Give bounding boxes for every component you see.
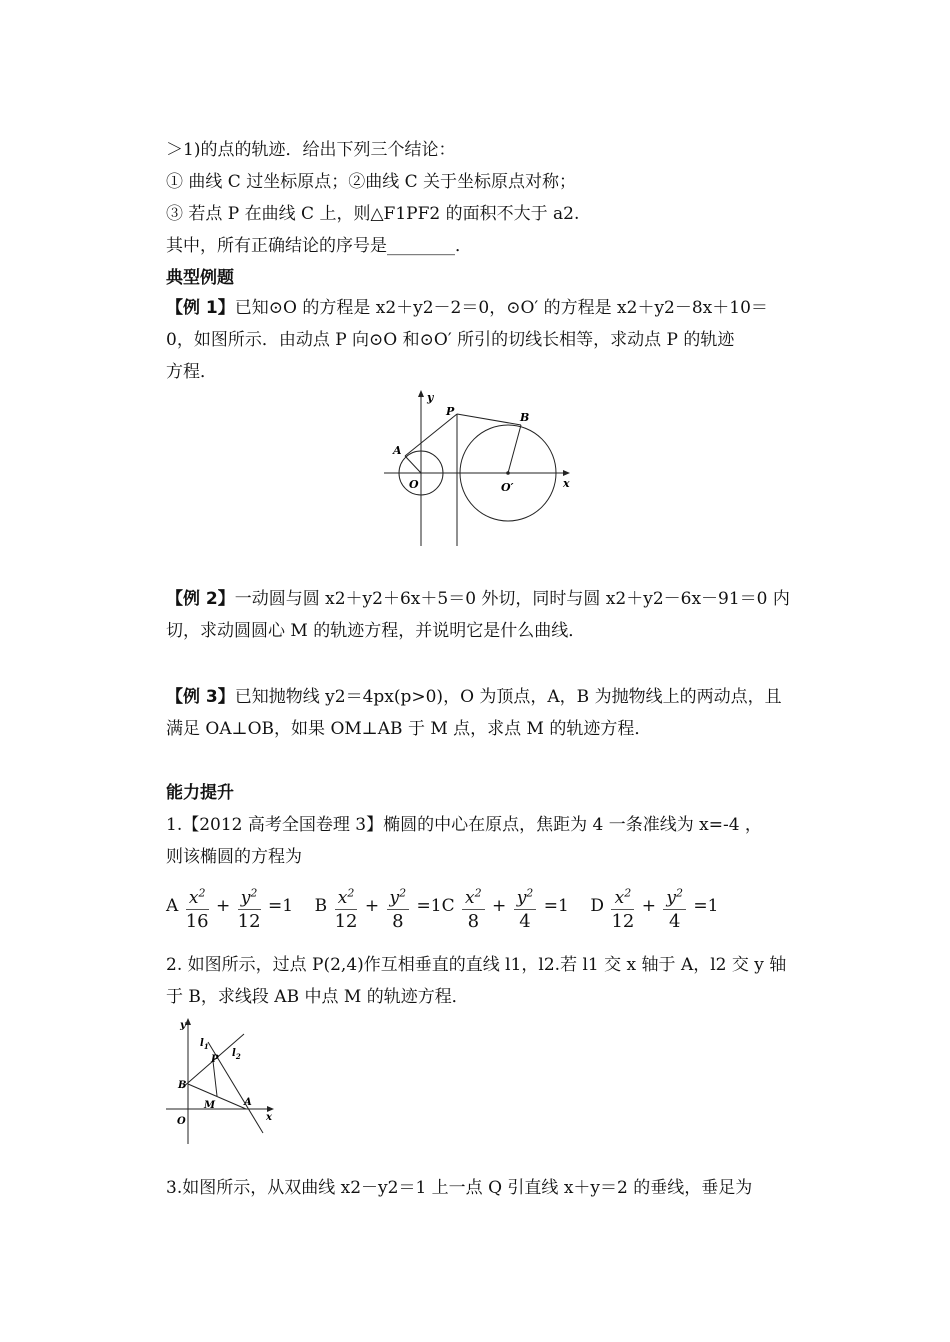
- fig1-label-o-prime: O′: [501, 481, 514, 494]
- fig1-y-arrow: [418, 390, 424, 397]
- section-title-ability: 能力提升: [166, 783, 234, 803]
- example2-line-2: 切，求动圆圆心 M 的轨迹方程，并说明它是什么曲线．: [166, 621, 586, 641]
- fig2-label-x: x: [266, 1112, 272, 1123]
- q1-options: [166, 880, 718, 932]
- intro-line-4: 其中，所有正确结论的序号是________．: [166, 236, 472, 256]
- intro-line-1: ＞1)的点的轨迹．给出下列三个结论：: [166, 140, 456, 160]
- intro-line-2: ① 曲线 C 过坐标原点；②曲线 C 关于坐标原点对称；: [166, 172, 577, 192]
- q3-line-1: 3.如图所示，从双曲线 x2－y2＝1 上一点 Q 引直线 x＋y＝2 的垂线，垂足为: [166, 1178, 753, 1198]
- fig2-label-l2: $l_2$: [232, 1048, 241, 1061]
- fig2-segment-pm: [213, 1061, 217, 1096]
- fig2-label-o: O: [177, 1116, 186, 1127]
- q1-line-2: 则该椭圆的方程为: [166, 847, 302, 867]
- fig1-label-b: B: [520, 411, 530, 424]
- fig2-label-b: B: [178, 1080, 187, 1091]
- example1-line-3: 方程．: [166, 362, 217, 382]
- fig1-label-a: A: [393, 444, 402, 457]
- fig1-label-o: O: [409, 478, 419, 491]
- fig1-label-y: y: [427, 391, 434, 404]
- intro-line-3: ③ 若点 P 在曲线 C 上，则△F1PF2 的面积不大于 a2.: [166, 204, 580, 224]
- example3-line-1: 【例 3】已知抛物线 y2＝4px(p>0)，O 为顶点，A，B 为抛物线上的两动点，且: [166, 687, 782, 707]
- fig2-segment-ab: [188, 1084, 246, 1109]
- q2-figure: [164, 1016, 282, 1148]
- q1-option-a: A $\frac{x^2}{16}$ + $\frac{y^2}{12}$ =1: [166, 886, 294, 932]
- fig1-radius-oa: [405, 456, 421, 473]
- example1-line-1: 【例 1】已知⊙O 的方程是 x2＋y2－2＝0，⊙O′ 的方程是 x2＋y2－8x＋10＝: [166, 298, 768, 318]
- q1-line-1: 1.【2012 高考全国卷理 3】椭圆的中心在原点，焦距为 4 一条准线为 x=-4 ，: [166, 815, 762, 835]
- example2-line-1: 【例 2】一动圆与圆 x2＋y2＋6x＋5＝0 外切，同时与圆 x2＋y2－6x－91＝0 内: [166, 589, 790, 609]
- q1-option-c: $\frac{x^2}{8}$ + $\frac{y^2}{4}$ =1: [460, 896, 574, 916]
- q2-line-1: 2. 如图所示，过点 P(2,4)作互相垂直的直线 l1，l2.若 l1 交 x 轴于 A，l2 交 y 轴: [166, 955, 787, 975]
- fig2-label-y: y: [180, 1020, 186, 1031]
- fig1-x-arrow: [563, 470, 570, 476]
- fig2-label-a: A: [244, 1097, 252, 1108]
- q1-option-b: B $\frac{x^2}{12}$ + $\frac{y^2}{8}$ =1C: [314, 886, 455, 932]
- fig1-radius-ob: [508, 425, 521, 473]
- fig1-label-p: P: [446, 405, 455, 418]
- example2-tag: 【例 2】: [166, 589, 235, 609]
- fig1-center-o-prime: [506, 471, 510, 475]
- fig1-tangent-pb: [457, 414, 521, 425]
- fig1-tangent-pa: [405, 414, 457, 456]
- example1-line-2: 0，如图所示．由动点 P 向⊙O 和⊙O′ 所引的切线长相等，求动点 P 的轨迹: [166, 330, 735, 350]
- example3-line-2: 满足 OA⊥OB，如果 OM⊥AB 于 M 点，求点 M 的轨迹方程．: [166, 719, 652, 739]
- fig1-label-x: x: [563, 477, 570, 490]
- fig2-label-p: P: [211, 1054, 219, 1065]
- fig2-label-m: M: [204, 1100, 216, 1111]
- fig2-y-arrow: [185, 1018, 191, 1025]
- fig2-label-l1: $l_1$: [200, 1038, 209, 1051]
- example3-tag: 【例 3】: [166, 687, 235, 707]
- section-title-examples: 典型例题: [166, 268, 234, 288]
- example1-tag: 【例 1】: [166, 298, 235, 318]
- q1-option-d: D $\frac{x^2}{12}$ + $\frac{y^2}{4}$ =1: [590, 886, 719, 932]
- q2-line-2: 于 B，求线段 AB 中点 M 的轨迹方程．: [166, 987, 469, 1007]
- example1-figure: [380, 388, 580, 548]
